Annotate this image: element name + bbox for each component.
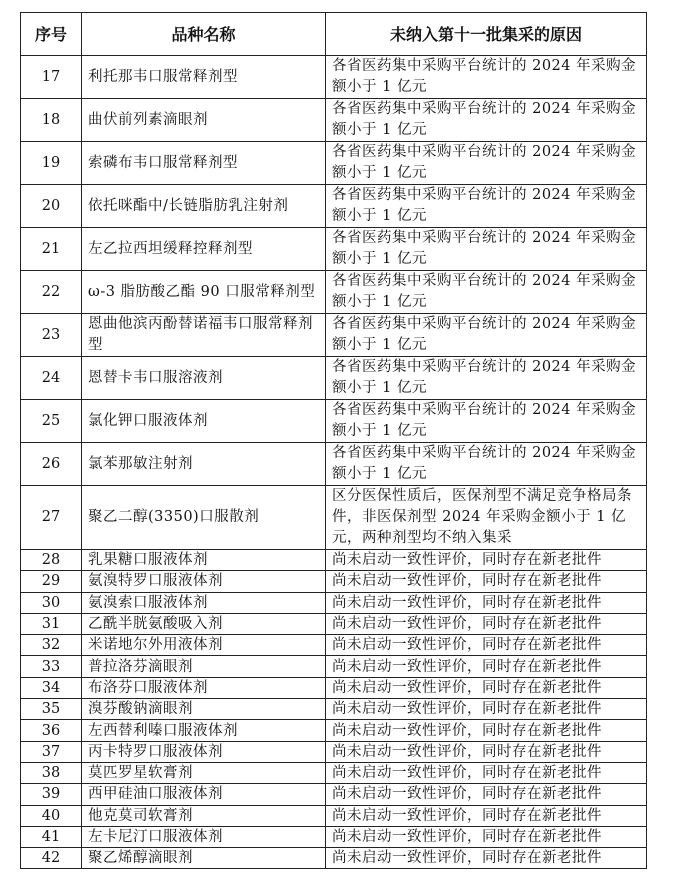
- cell-drug-name: 普拉洛芬滴眼剂: [82, 656, 326, 677]
- cell-exclusion-reason: 各省医药集中采购平台统计的 2024 年采购金额小于 1 亿元: [326, 56, 647, 99]
- cell-drug-name: 左卡尼汀口服液体剂: [82, 826, 326, 847]
- cell-drug-name: 乙酰半胱氨酸吸入剂: [82, 613, 326, 634]
- cell-drug-name: 索磷布韦口服常释剂型: [82, 142, 326, 185]
- table-row: [21, 357, 647, 400]
- table-row: [21, 443, 647, 486]
- cell-drug-name: ω-3 脂肪酸乙酯 90 口服常释剂型: [82, 271, 326, 314]
- table-row: [21, 228, 647, 271]
- cell-exclusion-reason: 各省医药集中采购平台统计的 2024 年采购金额小于 1 亿元: [326, 271, 647, 314]
- cell-exclusion-reason: 尚未启动一致性评价，同时存在新老批件: [326, 848, 647, 869]
- cell-exclusion-reason: 尚未启动一致性评价，同时存在新老批件: [326, 571, 647, 592]
- cell-serial-number: 29: [21, 571, 82, 592]
- cell-exclusion-reason: 尚未启动一致性评价，同时存在新老批件: [326, 699, 647, 720]
- cell-drug-name: 氯化钾口服液体剂: [82, 400, 326, 443]
- cell-serial-number: 38: [21, 762, 82, 783]
- cell-exclusion-reason: 尚未启动一致性评价，同时存在新老批件: [326, 592, 647, 613]
- cell-drug-name: 氯苯那敏注射剂: [82, 443, 326, 486]
- cell-serial-number: 17: [21, 56, 82, 99]
- drug-table: [20, 12, 647, 869]
- table-body: [21, 56, 647, 869]
- cell-serial-number: 37: [21, 741, 82, 762]
- cell-serial-number: 21: [21, 228, 82, 271]
- cell-drug-name: 恩曲他滨丙酚替诺福韦口服常释剂型: [82, 314, 326, 357]
- cell-drug-name: 丙卡特罗口服液体剂: [82, 741, 326, 762]
- table-header-row: [21, 13, 647, 56]
- cell-serial-number: 33: [21, 656, 82, 677]
- cell-exclusion-reason: 各省医药集中采购平台统计的 2024 年采购金额小于 1 亿元: [326, 400, 647, 443]
- cell-exclusion-reason: 尚未启动一致性评价，同时存在新老批件: [326, 741, 647, 762]
- cell-exclusion-reason: 尚未启动一致性评价，同时存在新老批件: [326, 805, 647, 826]
- cell-drug-name: 曲伏前列素滴眼剂: [82, 99, 326, 142]
- cell-serial-number: 35: [21, 699, 82, 720]
- table-row: [21, 720, 647, 741]
- table-row: [21, 56, 647, 99]
- table-row: [21, 613, 647, 634]
- cell-serial-number: 19: [21, 142, 82, 185]
- table-row: [21, 271, 647, 314]
- cell-serial-number: 34: [21, 677, 82, 698]
- cell-exclusion-reason: 各省医药集中采购平台统计的 2024 年采购金额小于 1 亿元: [326, 99, 647, 142]
- table-row: [21, 400, 647, 443]
- cell-exclusion-reason: 尚未启动一致性评价，同时存在新老批件: [326, 550, 647, 571]
- cell-drug-name: 聚乙二醇(3350)口服散剂: [82, 486, 326, 550]
- cell-drug-name: 聚乙烯醇滴眼剂: [82, 848, 326, 869]
- cell-exclusion-reason: 尚未启动一致性评价，同时存在新老批件: [326, 677, 647, 698]
- cell-serial-number: 27: [21, 486, 82, 550]
- cell-drug-name: 布洛芬口服液体剂: [82, 677, 326, 698]
- cell-serial-number: 40: [21, 805, 82, 826]
- table-row: [21, 185, 647, 228]
- cell-serial-number: 32: [21, 635, 82, 656]
- cell-drug-name: 氨溴特罗口服液体剂: [82, 571, 326, 592]
- cell-drug-name: 氨溴索口服液体剂: [82, 592, 326, 613]
- cell-drug-name: 乳果糖口服液体剂: [82, 550, 326, 571]
- cell-drug-name: 溴芬酸钠滴眼剂: [82, 699, 326, 720]
- table-row: [21, 635, 647, 656]
- table-row: [21, 677, 647, 698]
- cell-drug-name: 依托咪酯中/长链脂肪乳注射剂: [82, 185, 326, 228]
- cell-serial-number: 23: [21, 314, 82, 357]
- cell-serial-number: 22: [21, 271, 82, 314]
- cell-drug-name: 左西替利嗪口服液体剂: [82, 720, 326, 741]
- table-row: [21, 142, 647, 185]
- table-row: [21, 762, 647, 783]
- header-exclusion-reason: 未纳入第十一批集采的原因: [326, 13, 647, 56]
- cell-exclusion-reason: 尚未启动一致性评价，同时存在新老批件: [326, 784, 647, 805]
- table-row: [21, 486, 647, 550]
- table-row: [21, 784, 647, 805]
- cell-drug-name: 左乙拉西坦缓释控释剂型: [82, 228, 326, 271]
- cell-exclusion-reason: 区分医保性质后，医保剂型不满足竞争格局条件，非医保剂型 2024 年采购金额小于 1 亿元，两种剂型均不纳入集采: [326, 486, 647, 550]
- cell-drug-name: 莫匹罗星软膏剂: [82, 762, 326, 783]
- cell-exclusion-reason: 各省医药集中采购平台统计的 2024 年采购金额小于 1 亿元: [326, 142, 647, 185]
- cell-drug-name: 西甲硅油口服液体剂: [82, 784, 326, 805]
- cell-exclusion-reason: 尚未启动一致性评价，同时存在新老批件: [326, 656, 647, 677]
- cell-drug-name: 恩替卡韦口服溶液剂: [82, 357, 326, 400]
- table-row: [21, 571, 647, 592]
- cell-drug-name: 利托那韦口服常释剂型: [82, 56, 326, 99]
- cell-serial-number: 42: [21, 848, 82, 869]
- header-serial-number: 序号: [21, 13, 82, 56]
- table-row: [21, 805, 647, 826]
- cell-serial-number: 25: [21, 400, 82, 443]
- cell-serial-number: 26: [21, 443, 82, 486]
- cell-serial-number: 39: [21, 784, 82, 805]
- table-row: [21, 550, 647, 571]
- cell-serial-number: 20: [21, 185, 82, 228]
- table-row: [21, 848, 647, 869]
- header-drug-name: 品种名称: [82, 13, 326, 56]
- cell-exclusion-reason: 各省医药集中采购平台统计的 2024 年采购金额小于 1 亿元: [326, 185, 647, 228]
- table-row: [21, 826, 647, 847]
- table-row: [21, 699, 647, 720]
- table-row: [21, 99, 647, 142]
- cell-exclusion-reason: 尚未启动一致性评价，同时存在新老批件: [326, 720, 647, 741]
- cell-serial-number: 36: [21, 720, 82, 741]
- cell-exclusion-reason: 各省医药集中采购平台统计的 2024 年采购金额小于 1 亿元: [326, 228, 647, 271]
- cell-exclusion-reason: 尚未启动一致性评价，同时存在新老批件: [326, 635, 647, 656]
- cell-drug-name: 米诺地尔外用液体剂: [82, 635, 326, 656]
- cell-exclusion-reason: 尚未启动一致性评价，同时存在新老批件: [326, 613, 647, 634]
- cell-exclusion-reason: 尚未启动一致性评价，同时存在新老批件: [326, 826, 647, 847]
- cell-exclusion-reason: 尚未启动一致性评价，同时存在新老批件: [326, 762, 647, 783]
- table-row: [21, 592, 647, 613]
- cell-exclusion-reason: 各省医药集中采购平台统计的 2024 年采购金额小于 1 亿元: [326, 357, 647, 400]
- cell-serial-number: 30: [21, 592, 82, 613]
- cell-serial-number: 18: [21, 99, 82, 142]
- cell-serial-number: 28: [21, 550, 82, 571]
- cell-serial-number: 31: [21, 613, 82, 634]
- table-row: [21, 656, 647, 677]
- cell-exclusion-reason: 各省医药集中采购平台统计的 2024 年采购金额小于 1 亿元: [326, 314, 647, 357]
- table-row: [21, 314, 647, 357]
- cell-drug-name: 他克莫司软膏剂: [82, 805, 326, 826]
- cell-exclusion-reason: 各省医药集中采购平台统计的 2024 年采购金额小于 1 亿元: [326, 443, 647, 486]
- cell-serial-number: 41: [21, 826, 82, 847]
- cell-serial-number: 24: [21, 357, 82, 400]
- table-row: [21, 741, 647, 762]
